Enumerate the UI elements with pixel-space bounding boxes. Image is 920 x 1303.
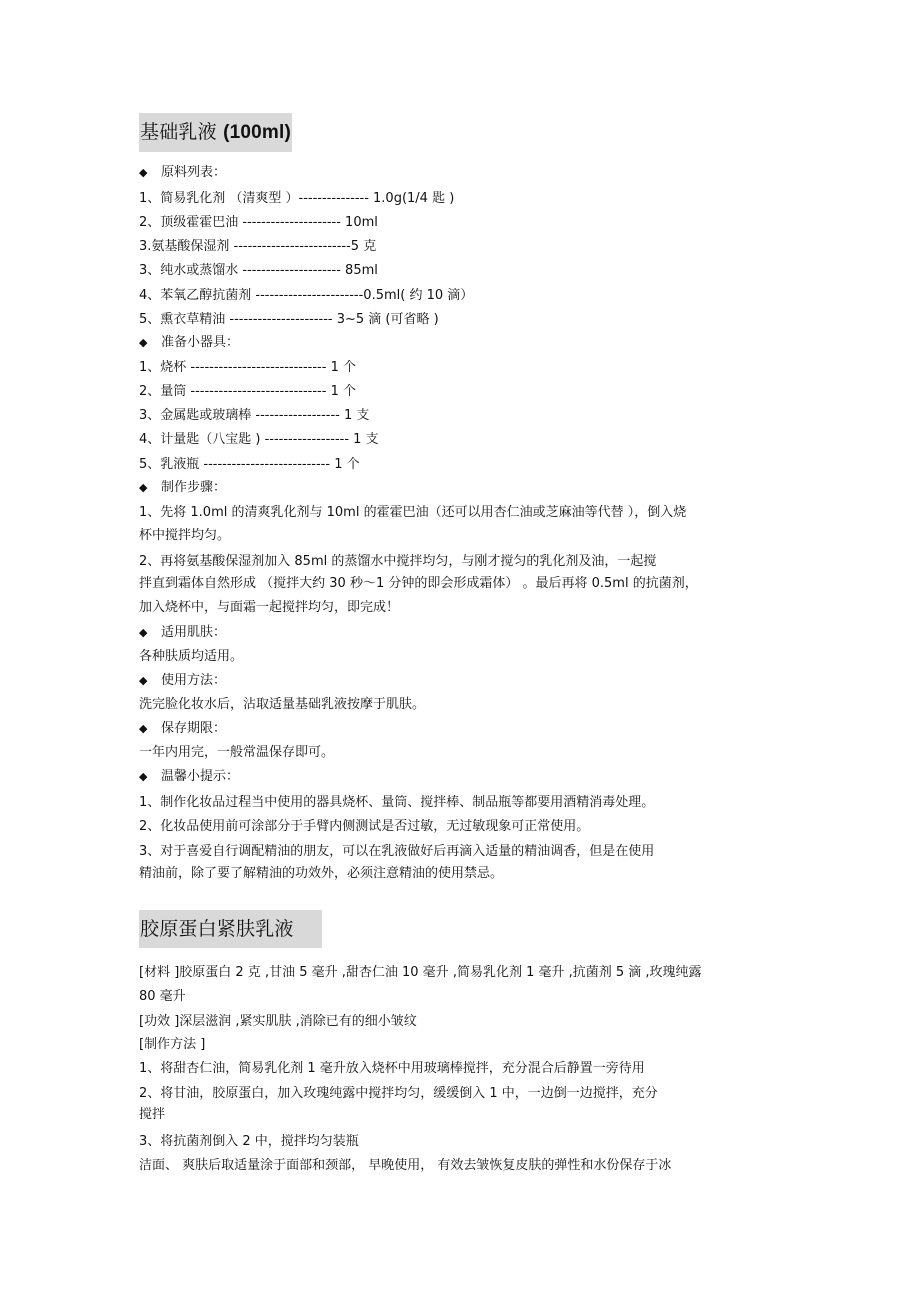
diamond-bullet-icon: ◆	[139, 722, 148, 735]
list-item: 5、乳液瓶 --------------------------- 1 个	[139, 457, 360, 472]
storage-header: ◆ 保存期限：	[139, 719, 226, 739]
list-item: 5、熏衣草精油 ---------------------- 3~5 滴 (可省略 )	[139, 312, 439, 327]
s2-method-header: [制作方法 ]	[139, 1037, 206, 1052]
list-item: 1、简易乳化剂 （清爽型 ）--------------- 1.0g(1/4 匙 )	[139, 191, 455, 206]
skin-header: ◆ 适用肌肤：	[139, 623, 226, 643]
list-item: 3、纯水或蒸馏水 --------------------- 85ml	[139, 263, 378, 278]
section1-title-cn: 基础乳液	[140, 121, 217, 143]
tip-3-line-1: 3、对于喜爱自行调配精油的朋友，可以在乳液做好后再滴入适量的精油调香，但是在使用	[139, 844, 655, 859]
tools-header: ◆ 准备小器具：	[139, 333, 239, 353]
steps-header: ◆ 制作步骤：	[139, 478, 226, 498]
materials-header: ◆ 原料列表：	[139, 163, 226, 183]
step-2-line-2: 拌直到霜体自然形成 （搅拌大约 30 秒～1 分钟的即会形成霜体） 。最后再将 0.5ml 的抗菌剂，	[139, 576, 698, 591]
section1-title	[139, 113, 292, 152]
tip-3-line-2: 精油前，除了要了解精油的功效外，必须注意精油的使用禁忌。	[139, 866, 504, 881]
s2-effect: [功效 ]深层滋润 ,紧实肌肤 ,消除已有的细小皱纹	[139, 1014, 417, 1029]
diamond-bullet-icon: ◆	[139, 481, 148, 494]
s2-method-3: 3、将抗菌剂倒入 2 中，搅拌均匀装瓶	[139, 1134, 359, 1149]
tip-1: 1、制作化妆品过程当中使用的器具烧杯、量筒、搅拌棒、制品瓶等都要用酒精消毒处理。	[139, 795, 655, 810]
diamond-bullet-icon: ◆	[139, 626, 148, 639]
step-2-line-3: 加入烧杯中，与面霜一起搅拌均匀，即完成！	[139, 600, 400, 615]
s2-method-1: 1、将甜杏仁油，简易乳化剂 1 毫升放入烧杯中用玻璃棒搅拌，充分混合后静置一旁待用	[139, 1061, 645, 1076]
list-item: 3、金属匙或玻璃棒 ------------------ 1 支	[139, 408, 370, 423]
diamond-bullet-icon: ◆	[139, 770, 148, 783]
storage-text: 一年内用完，一般常温保存即可。	[139, 745, 335, 760]
s2-method-2-line-2: 搅拌	[139, 1107, 166, 1122]
diamond-bullet-icon: ◆	[139, 336, 148, 349]
s2-materials-line-2: 80 毫升	[139, 989, 186, 1004]
s2-materials-line-1: [材料 ]胶原蛋白 2 克 ,甘油 5 毫升 ,甜杏仁油 10 毫升 ,简易乳化剂 1 毫升 ,抗菌剂 5 滴 ,玫瑰纯露	[139, 965, 702, 980]
tips-header: ◆ 温馨小提示：	[139, 767, 239, 787]
skin-text: 各种肤质均适用。	[139, 649, 244, 664]
diamond-bullet-icon: ◆	[139, 674, 148, 687]
section1-title-en: (100ml)	[223, 122, 291, 143]
step-2-line-1: 2、再将氨基酸保湿剂加入 85ml 的蒸馏水中搅拌均匀，与刚才搅匀的乳化剂及油，一起搅	[139, 554, 657, 569]
list-item: 2、顶级霍霍巴油 --------------------- 10ml	[139, 215, 378, 230]
usage-header: ◆ 使用方法：	[139, 671, 226, 691]
s2-method-2-line-1: 2、将甘油，胶原蛋白，加入玫瑰纯露中搅拌均匀，缓缓倒入 1 中，一边倒一边搅拌，充分	[139, 1086, 658, 1101]
tip-2: 2、化妆品使用前可涂部分于手臂内侧测试是否过敏，无过敏现象可正常使用。	[139, 819, 590, 834]
usage-text: 洗完脸化妆水后，沾取适量基础乳液按摩于肌肤。	[139, 697, 426, 712]
step-1-line-2: 杯中搅拌均匀。	[139, 528, 231, 543]
list-item: 4、苯氧乙醇抗菌剂 -----------------------0.5ml( 约 10 滴）	[139, 288, 474, 303]
list-item: 1、烧杯 ----------------------------- 1 个	[139, 360, 356, 375]
step-1-line-1: 1、先将 1.0ml 的清爽乳化剂与 10ml 的霍霍巴油（还可以用杏仁油或芝麻油等代替 ），倒入烧	[139, 505, 687, 520]
list-item: 3.氨基酸保湿剂 -------------------------5 克	[139, 239, 377, 254]
section2-title: 胶原蛋白紧肤乳液	[139, 910, 322, 948]
list-item: 4、计量匙（八宝匙 ) ------------------ 1 支	[139, 432, 379, 447]
list-item: 2、量筒 ----------------------------- 1 个	[139, 384, 356, 399]
s2-usage: 洁面、 爽肤后取适量涂于面部和颈部， 早晚使用， 有效去皱恢复皮肤的弹性和水份保存于冰	[139, 1158, 672, 1173]
diamond-bullet-icon: ◆	[139, 166, 148, 179]
